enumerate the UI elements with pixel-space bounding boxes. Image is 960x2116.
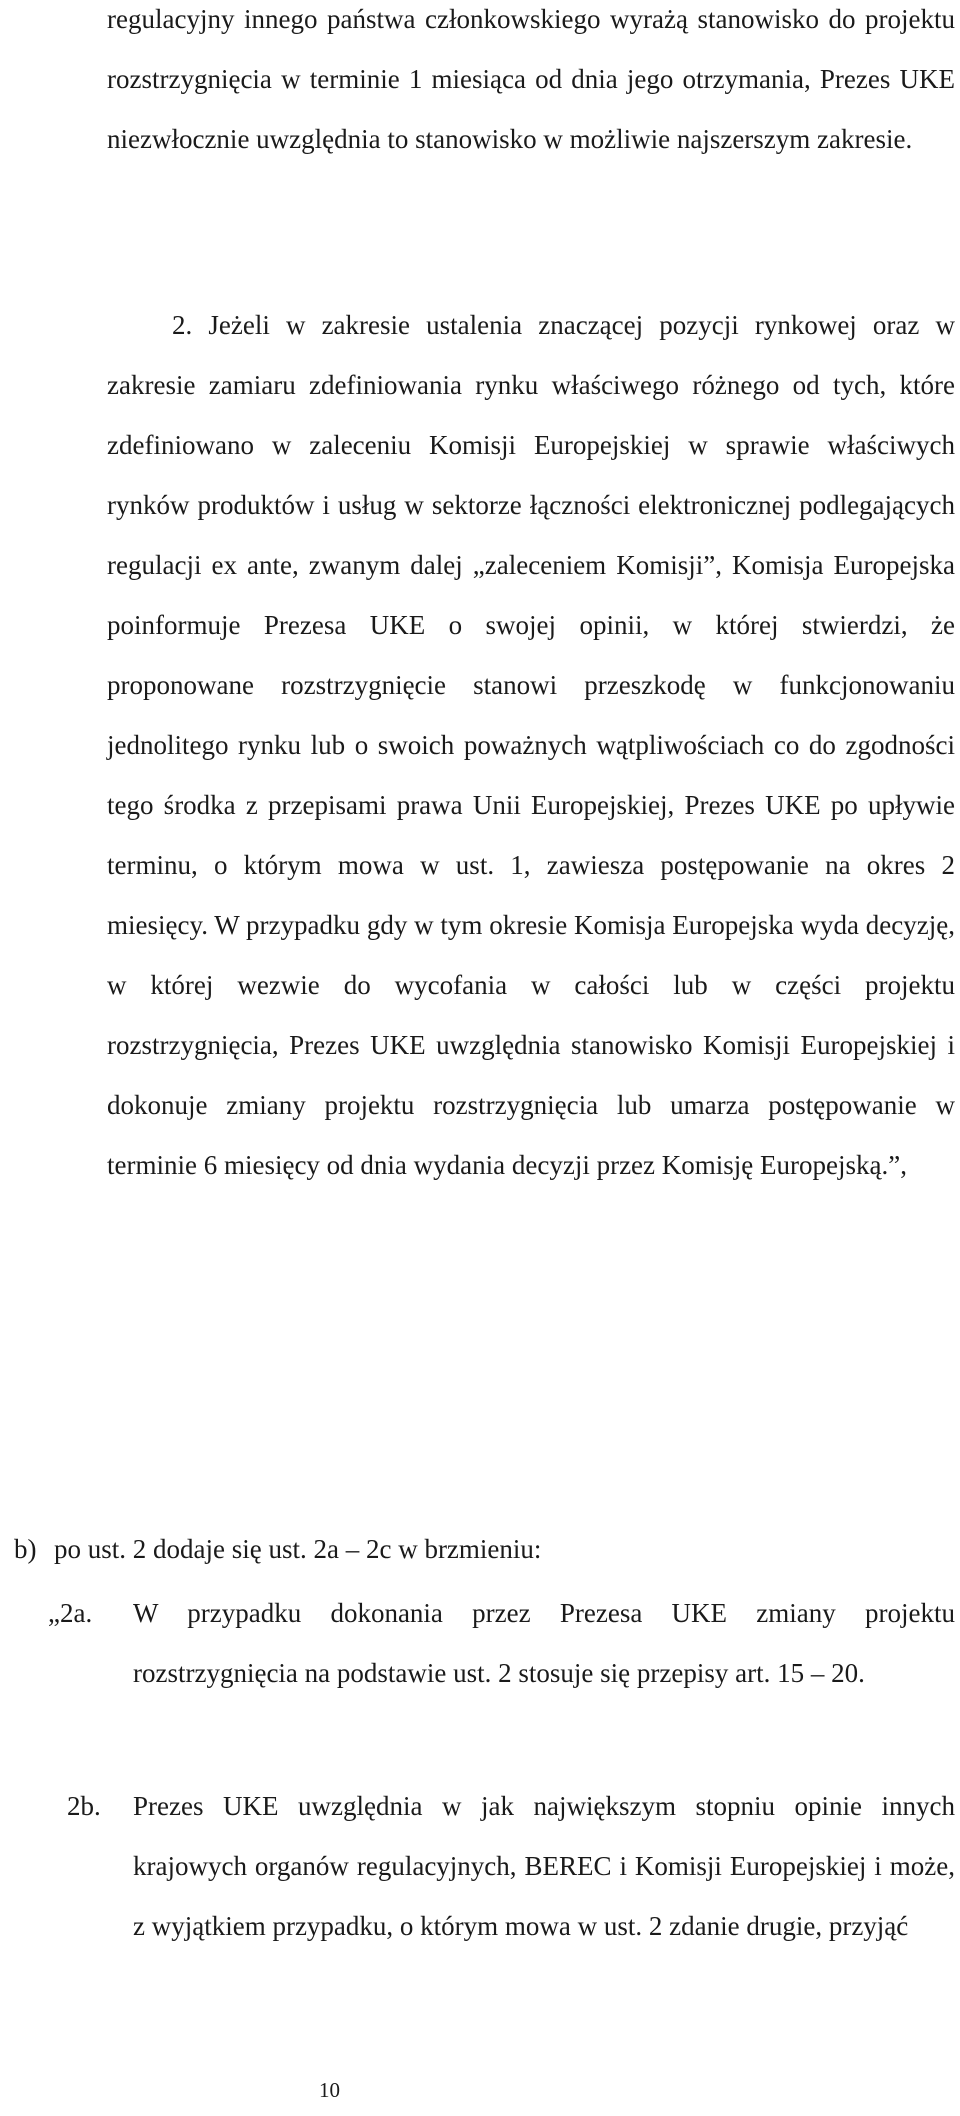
paragraph-2-body: Jeżeli w zakresie ustalenia znaczącej pozycji rynkowej oraz w zakresie zamiaru zdefiniowania rynku właściwego różnego od tych, które zdefiniowano w zaleceniu Komisji Europejskiej w sprawie właściwych rynków produktów i usług w sektorze łączności elektronicznej podlegających regulacji ex ante, zwanym dalej „zaleceniem Komisji”, Komisja Europejska poinformuje Prezesa UKE o swojej opinii, w której stwierdzi, że proponowane rozstrzygnięcie stanowi przeszkodę w funkcjonowaniu jednolitego rynku lub o swoich poważnych wątpliwościach co do zgodności tego środka z przepisami prawa Unii Europejskiej, Prezes UKE po upływie terminu, o którym mowa w ust. 1, zawiesza postępowanie na okres 2 miesięcy. W przypadku gdy w tym okresie Komisja Europejska wyda decyzję, w której wezwie do wycofania w całości lub w części projektu rozstrzygnięcia, Prezes UKE uwzględnia stanowisko Komisji Europejskiej i dokonuje zmiany projektu rozstrzygnięcia lub umarza postępowanie w terminie 6 miesięcy od dnia wydania decyzji przez Komisję Europejską.”, — [107, 310, 955, 1180]
item-b-text: po ust. 2 dodaje się ust. 2a – 2c w brzmieniu: — [54, 1534, 542, 1564]
continuation-paragraph: regulacyjny innego państwa członkowskiego wyrażą stanowisko do projektu rozstrzygnięcia w terminie 1 miesiąca od dnia jego otrzymania, Prezes UKE niezwłocznie uwzględnia to stanowisko w możliwie najszerszym zakresie. — [107, 4, 955, 154]
subsection-2a-text: W przypadku dokonania przez Prezesa UKE zmiany projektu rozstrzygnięcia na podstawie ust. 2 stosuje się przepisy art. 15 – 20. — [133, 1598, 955, 1688]
subsection-2b-label: 2b. — [67, 1791, 101, 1821]
paragraph-2-text — [107, 295, 955, 1195]
item-b — [0, 1519, 960, 1579]
page-number-text: 10 — [319, 2078, 340, 2102]
subsection-2a-label: „2a. — [48, 1598, 93, 1628]
subsection-2b — [0, 1776, 960, 1956]
item-b-marker: b) — [14, 1534, 37, 1564]
subsection-2b-text: Prezes UKE uwzględnia w jak największym stopniu opinie innych krajowych organów regulacyjnych, BEREC i Komisji Europejskiej i może, z wyjątkiem przypadku, o którym mowa w ust. 2 zdanie drugie, przyjąć — [133, 1791, 955, 1941]
paragraph-2 — [107, 295, 955, 1195]
subsection-2a — [0, 1583, 960, 1703]
paragraph-2-number: 2. — [172, 310, 193, 340]
